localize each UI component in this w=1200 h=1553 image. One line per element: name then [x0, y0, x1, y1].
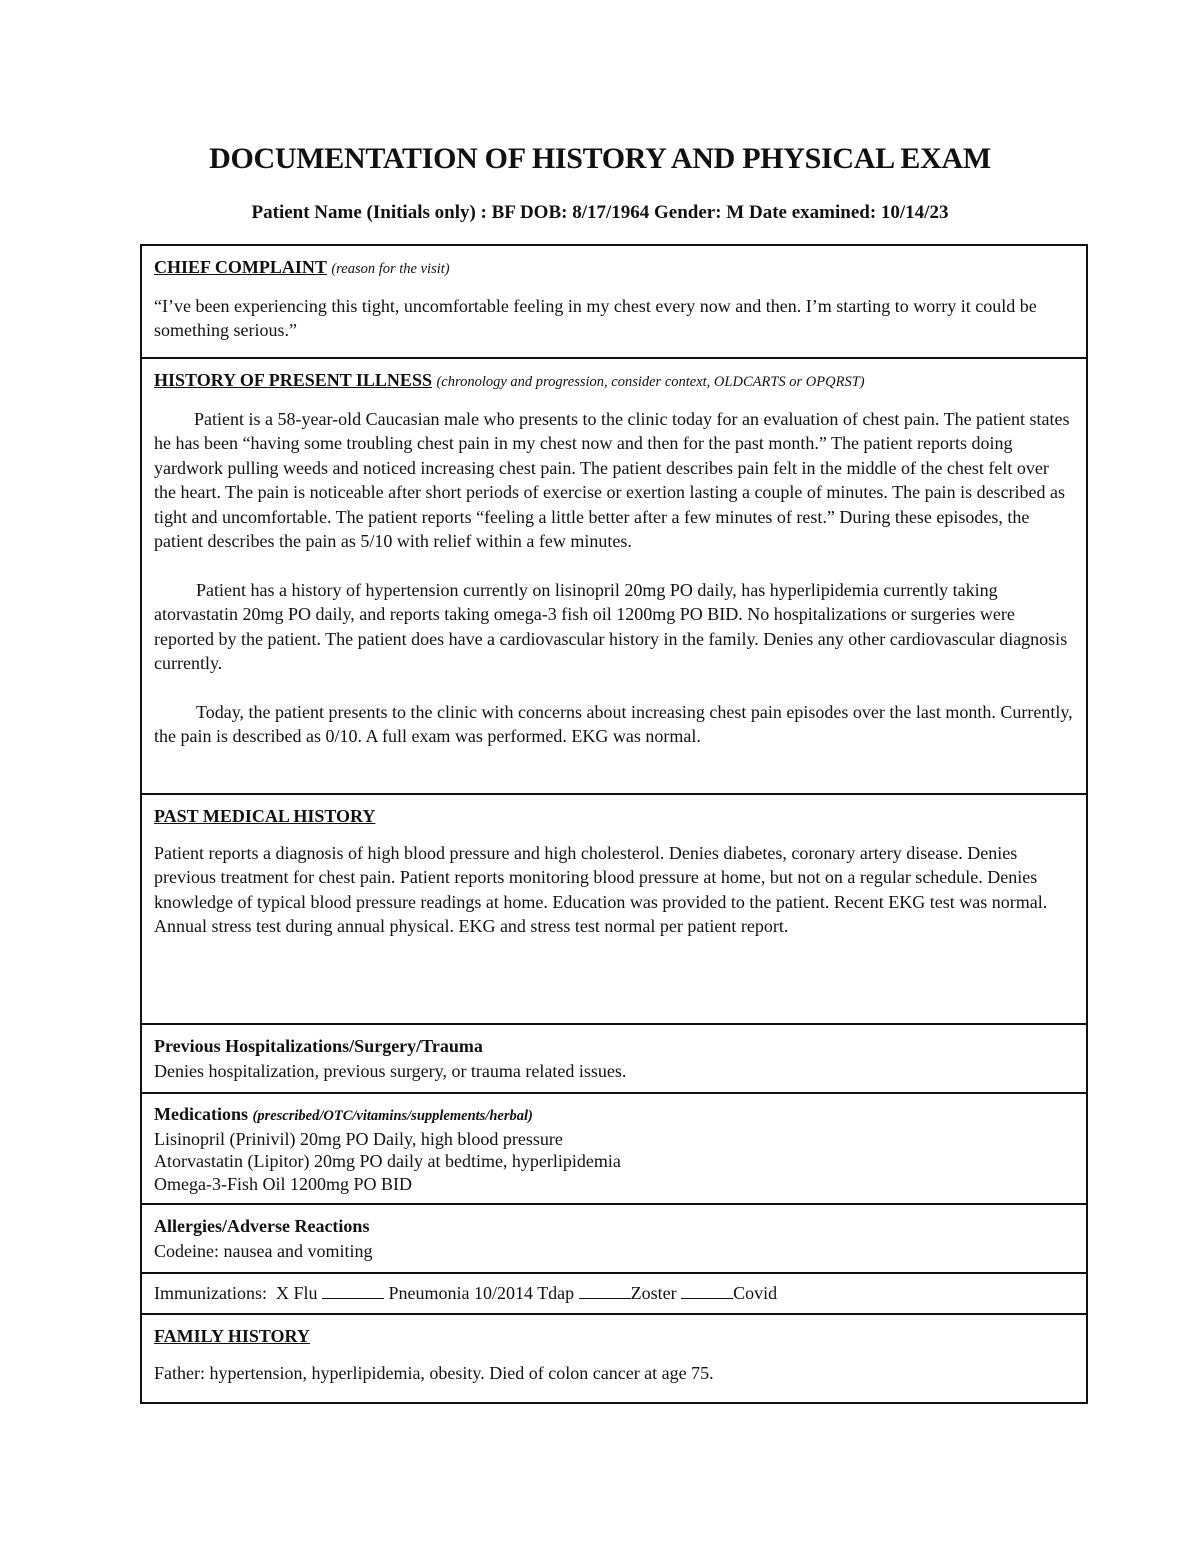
immunization-flu: X Flu [275, 1283, 318, 1303]
document-title: DOCUMENTATION OF HISTORY AND PHYSICAL EXAM [209, 142, 991, 175]
medications-heading: Medications [154, 1104, 248, 1124]
medication-item: Atorvastatin (Lipitor) 20mg PO daily at bedtime, hyperlipidemia [154, 1151, 621, 1171]
pmh-heading: PAST MEDICAL HISTORY [154, 806, 376, 826]
immunization-pneumonia: Pneumonia 10/2014 [388, 1283, 533, 1303]
immunization-tdap: Tdap [537, 1283, 575, 1303]
chief-complaint-note: (reason for the visit) [331, 261, 450, 277]
allergies-heading: Allergies/Adverse Reactions [154, 1216, 370, 1236]
medication-item: Lisinopril (Prinivil) 20mg PO Daily, high blood pressure [154, 1128, 563, 1149]
immunization-covid: Covid [733, 1283, 778, 1303]
patient-info-line: Patient Name (Initials only) : BF DOB: 8/17/1964 Gender: M Date examined: 10/14/23 [251, 202, 949, 223]
chief-complaint-text: “I’ve been experiencing this tight, uncomfortable feeling in my chest every now and then. I’m starting to worry it could be something serious.” [154, 295, 1037, 340]
immunizations-label: Immunizations: [154, 1283, 267, 1303]
medications-note: (prescribed/OTC/vitamins/supplements/herbal) [252, 1108, 533, 1124]
pmh-text: Patient reports a diagnosis of high blood pressure and high cholesterol. Denies diabetes, coronary artery disease. Denies previous treatment for chest pain. Patient reports monitoring blood pressure at home, but not on a regular schedule. Denies knowledge of typical blood pressure readings at home. Education was provided to the patient. Recent EKG test was normal. Annual stress test during annual physical. EKG and stress test normal per patient report. [154, 842, 1048, 936]
family-history-section [141, 1314, 1087, 1403]
hpi-heading: HISTORY OF PRESENT ILLNESS [154, 370, 432, 390]
chief-complaint-section [141, 245, 1087, 358]
hpi-section [141, 358, 1087, 794]
family-history-text: Father: hypertension, hyperlipidemia, obesity. Died of colon cancer at age 75. [154, 1362, 714, 1383]
hospitalizations-heading: Previous Hospitalizations/Surgery/Trauma [154, 1036, 483, 1056]
medications-section [141, 1093, 1087, 1204]
allergies-section [141, 1204, 1087, 1273]
hospitalizations-text: Denies hospitalization, previous surgery, or trauma related issues. [154, 1060, 627, 1081]
medication-item: Omega-3-Fish Oil 1200mg PO BID [154, 1173, 412, 1194]
allergies-text: Codeine: nausea and vomiting [154, 1240, 373, 1261]
flu-blank [322, 1282, 384, 1299]
immunization-zoster: Zoster [630, 1283, 677, 1303]
family-history-heading: FAMILY HISTORY [154, 1326, 310, 1346]
hpi-note: (chronology and progression, consider context, OLDCARTS or OPQRST) [436, 374, 865, 390]
history-physical-form [140, 244, 1088, 1404]
chief-complaint-heading: CHIEF COMPLAINT [154, 257, 327, 277]
hospitalizations-section [141, 1024, 1087, 1093]
zoster-blank [681, 1282, 733, 1299]
hpi-paragraph-1: Patient is a 58-year-old Caucasian male who presents to the clinic today for an evaluation of chest pain. The patient states he has been “having some troubling chest pain in my chest now and then for the past month.” The patient reports doing yardwork pulling weeds and noticed increasing chest pain. The patient describes pain felt in the middle of the chest felt over the heart. The pain is noticeable after short periods of exercise or exertion lasting a couple of minutes. The pain is described as tight and uncomfortable. The patient reports “feeling a little better after a few minutes of rest.” During these episodes, the patient describes the pain as 5/10 with relief within a few minutes. [154, 408, 1070, 551]
hpi-paragraph-2: Patient has a history of hypertension currently on lisinopril 20mg PO daily, has hyperlipidemia currently taking atorvastatin 20mg PO daily, and reports taking omega-3 fish oil 1200mg PO BID. No hospitalizations or surgeries were reported by the patient. The patient does have a cardiovascular history in the family. Denies any other cardiovascular diagnosis currently. [154, 579, 1068, 673]
pmh-section [141, 794, 1087, 1024]
immunizations-section [141, 1273, 1087, 1314]
tdap-blank [579, 1282, 631, 1299]
hpi-paragraph-3: Today, the patient presents to the clinic with concerns about increasing chest pain episodes over the last month. Currently, the pain is described as 0/10. A full exam was performed. EKG was normal. [154, 701, 1073, 746]
